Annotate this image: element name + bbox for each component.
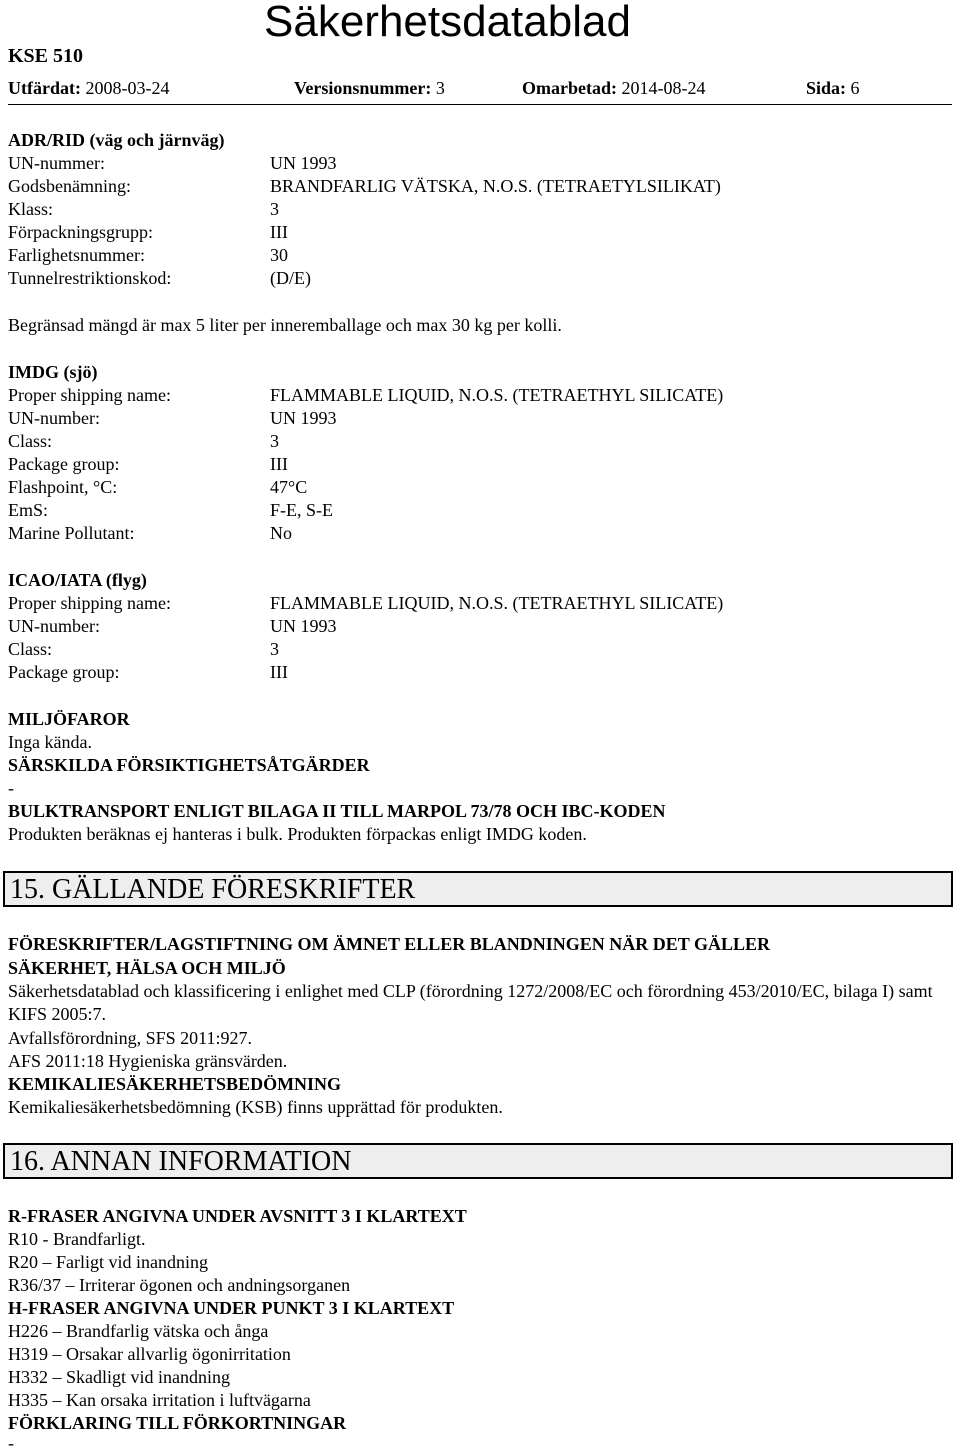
bulk-transport-text: Produkten beräknas ej hanteras i bulk. Produkten förpackas enligt IMDG koden.	[8, 824, 587, 844]
revised-value: 2014-08-24	[621, 78, 706, 98]
adr-label-un: UN-nummer:	[8, 153, 105, 173]
r-phrase-item: R36/37 – Irriterar ögonen och andningsorganen	[8, 1275, 351, 1295]
imdg-value-pg: III	[270, 454, 288, 474]
imdg-value-flash: 47°C	[270, 477, 308, 497]
header-divider	[8, 104, 952, 105]
issued-date	[8, 77, 169, 99]
abbreviations-heading: FÖRKLARING TILL FÖRKORTNINGAR	[8, 1413, 347, 1433]
section-16-title: 16. ANNAN INFORMATION	[10, 1146, 352, 1177]
section-15-title: 15. GÄLLANDE FÖRESKRIFTER	[10, 874, 416, 905]
ksb-heading: KEMIKALIESÄKERHETSBEDÖMNING	[8, 1074, 342, 1094]
regulations-heading-line1: FÖRESKRIFTER/LAGSTIFTNING OM ÄMNET ELLER BLANDNINGEN NÄR DET GÄLLER	[8, 934, 770, 954]
imdg-value-un: UN 1993	[270, 408, 337, 428]
h-phrases-heading: H-FRASER ANGIVNA UNDER PUNKT 3 I KLARTEXT	[8, 1298, 455, 1318]
icao-value-pg: III	[270, 662, 288, 682]
special-precautions-heading: SÄRSKILDA FÖRSIKTIGHETSÅTGÄRDER	[8, 755, 370, 775]
imdg-value-class: 3	[270, 431, 279, 451]
imdg-label-un: UN-number:	[8, 408, 100, 428]
env-hazards-text: Inga kända.	[8, 732, 92, 752]
icao-value-class: 3	[270, 639, 279, 659]
adr-heading: ADR/RID (väg och järnväg)	[8, 130, 225, 150]
adr-limited-note: Begränsad mängd är max 5 liter per inneremballage och max 30 kg per kolli.	[8, 315, 562, 335]
product-code: KSE 510	[8, 45, 84, 67]
adr-value-un: UN 1993	[270, 153, 337, 173]
adr-label-name: Godsbenämning:	[8, 176, 131, 196]
regulations-text-clp: Säkerhetsdatablad och klassificering i enlighet med CLP (förordning 1272/2008/EC och förordning 453/2010/EC, bilaga I) samt KIFS 2005:7.	[8, 981, 933, 1024]
adr-label-tunnel: Tunnelrestriktionskod:	[8, 268, 172, 288]
adr-value-hazard: 30	[270, 245, 288, 265]
imdg-label-class: Class:	[8, 431, 53, 451]
icao-label-psn: Proper shipping name:	[8, 593, 171, 613]
adr-label-class: Klass:	[8, 199, 53, 219]
regulations-text-waste: Avfallsförordning, SFS 2011:927.	[8, 1028, 253, 1048]
page-value: 6	[850, 78, 860, 98]
section-15-header	[3, 871, 953, 907]
imdg-label-pg: Package group:	[8, 454, 120, 474]
special-precautions-text: -	[8, 778, 14, 798]
version-number	[294, 77, 445, 99]
adr-value-tunnel: (D/E)	[270, 268, 311, 288]
abbreviations-text: -	[8, 1433, 14, 1453]
h-phrase-item: H226 – Brandfarlig vätska och ånga	[8, 1321, 269, 1341]
h-phrase-item: H332 – Skadligt vid inandning	[8, 1367, 230, 1387]
page-number	[806, 77, 860, 99]
issued-value: 2008-03-24	[85, 78, 170, 98]
imdg-value-psn: FLAMMABLE LIQUID, N.O.S. (TETRAETHYL SILICATE)	[270, 385, 724, 405]
icao-value-un: UN 1993	[270, 616, 337, 636]
regulations-text-afs: AFS 2011:18 Hygieniska gränsvärden.	[8, 1051, 288, 1071]
icao-label-class: Class:	[8, 639, 53, 659]
regulations-heading-line2: SÄKERHET, HÄLSA OCH MILJÖ	[8, 958, 286, 978]
r-phrase-item: R20 – Farligt vid inandning	[8, 1252, 208, 1272]
icao-value-psn: FLAMMABLE LIQUID, N.O.S. (TETRAETHYL SILICATE)	[270, 593, 724, 613]
ksb-text: Kemikaliesäkerhetsbedömning (KSB) finns upprättad för produkten.	[8, 1097, 503, 1117]
icao-label-pg: Package group:	[8, 662, 120, 682]
adr-value-pg: III	[270, 222, 288, 242]
h-phrase-item: H319 – Orsakar allvarlig ögonirritation	[8, 1344, 291, 1364]
imdg-label-flash: Flashpoint, °C:	[8, 477, 118, 497]
version-label: Versionsnummer:	[294, 78, 432, 98]
imdg-label-psn: Proper shipping name:	[8, 385, 171, 405]
r-phrase-item: R10 - Brandfarligt.	[8, 1229, 146, 1249]
env-hazards-heading: MILJÖFAROR	[8, 709, 130, 729]
revised-label: Omarbetad:	[522, 78, 617, 98]
bulk-transport-heading: BULKTRANSPORT ENLIGT BILAGA II TILL MARPOL 73/78 OCH IBC-KODEN	[8, 801, 666, 821]
adr-value-name: BRANDFARLIG VÄTSKA, N.O.S. (TETRAETYLSILIKAT)	[270, 176, 721, 196]
icao-label-un: UN-number:	[8, 616, 100, 636]
section-16-header	[3, 1143, 953, 1179]
r-phrases-heading: R-FRASER ANGIVNA UNDER AVSNITT 3 I KLARTEXT	[8, 1206, 467, 1226]
adr-label-pg: Förpackningsgrupp:	[8, 222, 153, 242]
page-label: Sida:	[806, 78, 847, 98]
adr-label-hazard: Farlighetsnummer:	[8, 245, 145, 265]
document-title: Säkerhetsdatablad	[264, 0, 631, 46]
version-value: 3	[435, 78, 445, 98]
adr-value-class: 3	[270, 199, 279, 219]
imdg-value-marine: No	[270, 523, 292, 543]
imdg-heading: IMDG (sjö)	[8, 362, 98, 382]
revised-date	[522, 77, 705, 99]
issued-label: Utfärdat:	[8, 78, 81, 98]
h-phrase-item: H335 – Kan orsaka irritation i luftvägarna	[8, 1390, 311, 1410]
imdg-label-ems: EmS:	[8, 500, 49, 520]
imdg-label-marine: Marine Pollutant:	[8, 523, 135, 543]
icao-heading: ICAO/IATA (flyg)	[8, 570, 147, 590]
imdg-value-ems: F-E, S-E	[270, 500, 333, 520]
